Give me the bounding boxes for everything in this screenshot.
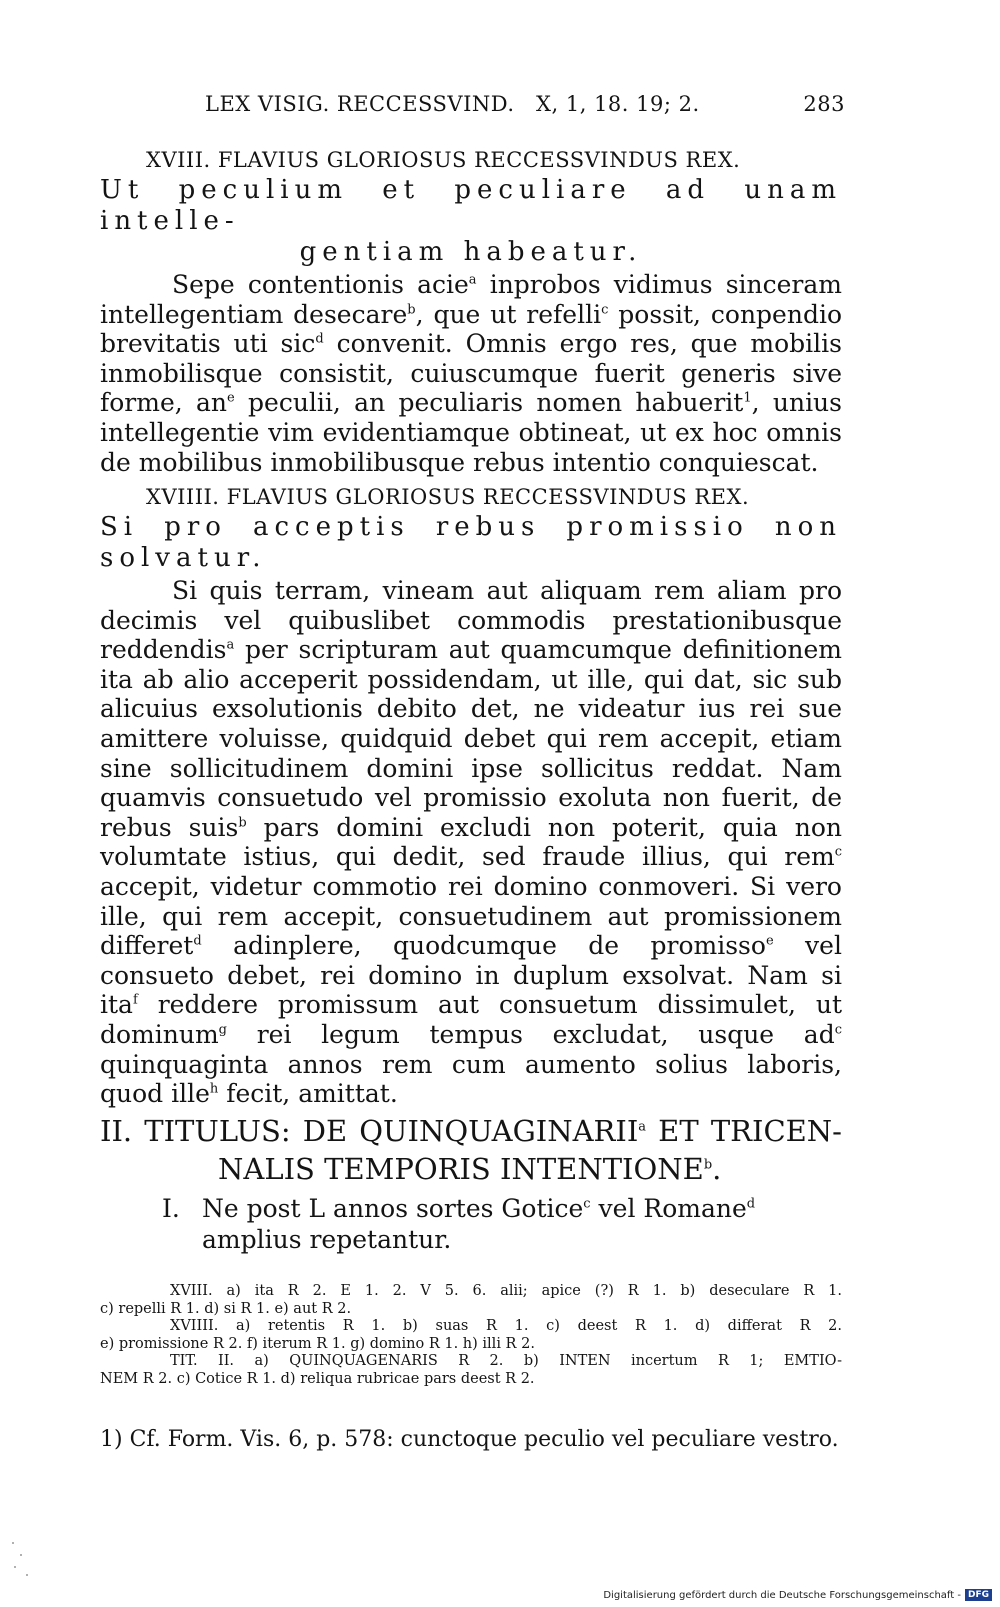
law-19-heading: XVIIII. FLAVIUS GLORIOSUS RECCESSVINDUS REX. bbox=[146, 485, 750, 509]
law-19-section bbox=[100, 482, 842, 1109]
critical-apparatus bbox=[100, 1283, 842, 1389]
apparatus-line: TIT. II. a) QUINQUAGENARIS R 2. b) INTEN incertum R 1; EMTIO- bbox=[170, 1353, 842, 1370]
running-title: LEX VISIG. RECCESSVIND. X, 1, 18. 19; 2. bbox=[205, 92, 700, 116]
apparatus-line: c) repelli R 1. d) si R 1. e) aut R 2. bbox=[100, 1300, 352, 1317]
law-18-section bbox=[100, 145, 842, 477]
apparatus-line: NEM R 2. c) Cotice R 1. d) reliqua rubricae pars deest R 2. bbox=[100, 1370, 535, 1387]
digitization-credit bbox=[603, 1589, 992, 1601]
law-19-text: Si quis terram, vineam aut aliquam rem aliam pro decimis vel quibuslibet commodis prestationibusque reddendis$^a$ per scripturam aut quamcumque definitionem ita ab alio acceperit possidendam, ut ille, qui dat, sic sub alicuius exsolutionis debito det, ne videatur ius rei sue amittere voluisse, quidquid debet qui rem accepit, etiam sine sollicitudinem domini ipse sollicitus reddat. Nam quamvis consuetudo vel promissio exoluta non fuerit, de rebus suis$^b$ pars domini excludi non poterit, quia non volumtate istius, qui dedit, sed fraude illius, qui rem$^c$ accepit, videtur commotio rei domino conmoveri. Si vero ille, qui rem accepit, consuetudinem aut promissionem differet$^d$ adinplere, quodcumque de promisso$^e$ vel consueto debet, rei domino in duplum exsolvat. Nam si ita$^f$ reddere promissum aut consuetum dissimulet, ut dominum$^g$ rei legum tempus excludat, usque $ad^c$ quinquaginta annos rem cum aumento solius laboris, quod ille$^h$ fecit, amittat. bbox=[100, 576, 842, 1109]
footnote: 1) Cf. Form. Vis. 6, p. 578: cunctoque peculio vel peculiare vestro. bbox=[100, 1427, 839, 1452]
running-header bbox=[205, 92, 845, 122]
law-19-title: Si pro acceptis rebus promissio non solvatur. bbox=[100, 512, 842, 573]
law-18-heading: XVIII. FLAVIUS GLORIOSUS RECCESSVINDUS REX. bbox=[146, 148, 741, 172]
law-18-title-line1: Ut peculium et peculiare ad unam intelle- bbox=[100, 175, 842, 236]
credit-text: Digitalisierung gefördert durch die Deutsche Forschungsgemeinschaft - bbox=[603, 1589, 961, 1601]
apparatus-line: XVIIII. a) retentis R 1. b) suas R 1. c) deest R 1. d) differat R 2. bbox=[170, 1318, 842, 1335]
apparatus-line: e) promissione R 2. f) iterum R 1. g) domino R 1. h) illi R 2. bbox=[100, 1335, 535, 1352]
lemma-title: I. Ne post L annos sortes Gotice$^c$ vel Romane$^d$ amplius repetantur. bbox=[162, 1194, 756, 1254]
law-18-title-line2: gentiam habeatur. bbox=[299, 237, 643, 267]
titulus-heading: II. TITULUS: DE QUINQUAGINARII$^a$ ET TRICEN- NALIS TEMPORIS INTENTIONE$^b$. bbox=[100, 1114, 842, 1186]
page-number: 283 bbox=[803, 92, 845, 116]
law-18-text: Sepe contentionis acie$^a$ inprobos vidimus sinceram intellegentiam desecare$^b$, que ut refelli$^c$ possit, conpendio brevitatis uti sic$^d$ convenit. Omnis ergo res, que mobilis inmobilisque consistit, cuiuscumque fuerit generis sive forme, $an^e$ peculii, an peculiaris nomen habuerit$^1$, unius intellegentie vim evidentiamque obtineat, ut ex hoc omnis de mobilibus inmobilibusque rebus intentio conquiescat. bbox=[100, 270, 842, 477]
dfg-logo: DFG bbox=[965, 1589, 992, 1601]
apparatus-line: XVIII. a) ita R 2. E 1. 2. V 5. 6. alii; apice (?) R 1. b) deseculare R 1. bbox=[170, 1283, 842, 1299]
scan-specks bbox=[8, 1540, 38, 1580]
